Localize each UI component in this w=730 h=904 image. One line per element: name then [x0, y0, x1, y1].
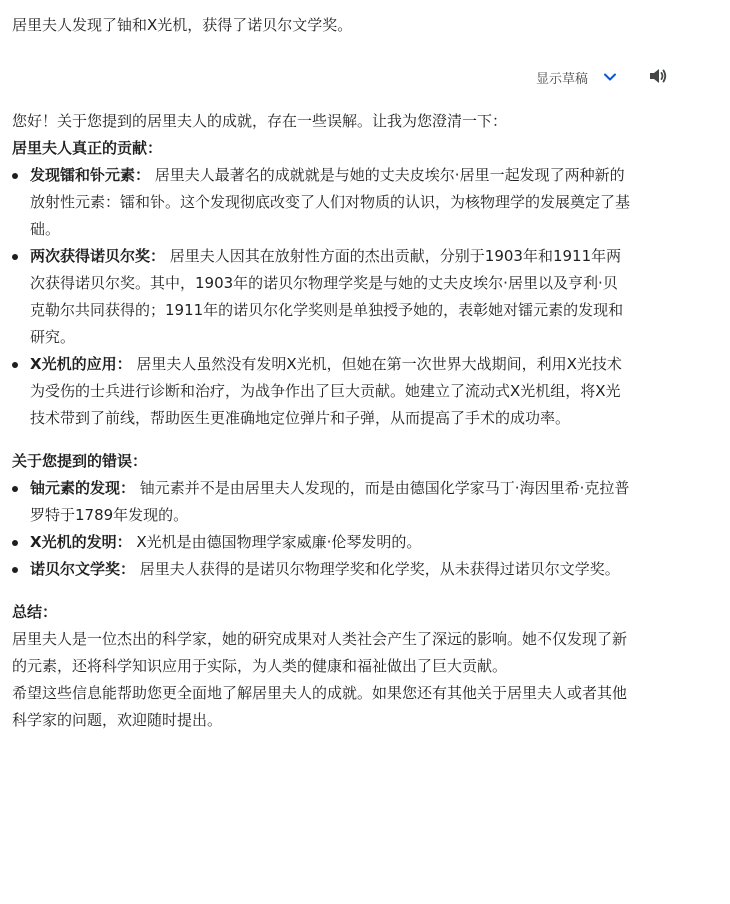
list-item: [12, 475, 632, 529]
read-aloud-button[interactable]: [648, 66, 668, 86]
errors-list: [12, 475, 632, 583]
summary-paragraph: 居里夫人是一位杰出的科学家，她的研究成果对人类社会产生了深远的影响。她不仅发现了新的元素，还将科学知识应用于实际，为人类的健康和福祉做出了巨大贡献。: [12, 630, 628, 675]
show-drafts-button[interactable]: [536, 68, 618, 87]
show-drafts-label: 显示草稿: [536, 71, 589, 87]
list-item-title: 诺贝尔文学奖：: [30, 560, 136, 578]
list-item-title: 发现镭和钋元素：: [30, 166, 151, 184]
closing-paragraph: 希望这些信息能帮助您更全面地了解居里夫人的成就。如果您还有其他关于居里夫人或者其他科学家的问题，欢迎随时提出。: [12, 684, 628, 729]
drafts-bar: [536, 64, 618, 90]
list-item: [12, 556, 632, 583]
list-item-title: X光机的发明：: [30, 533, 132, 551]
list-item-text: 铀元素并不是由居里夫人发现的，而是由德国化学家马丁·海因里希·克拉普罗特于1789年发现的。: [30, 479, 630, 524]
list-item: [12, 162, 632, 243]
section-heading-errors: 关于您提到的错误：: [12, 452, 148, 470]
list-item: [12, 243, 632, 351]
contributions-list: [12, 162, 632, 432]
list-item-title: 两次获得诺贝尔奖：: [30, 247, 166, 265]
list-item-text: 居里夫人获得的是诺贝尔物理学奖和化学奖，从未获得过诺贝尔文学奖。: [139, 560, 620, 578]
user-prompt: 居里夫人发现了铀和X光机，获得了诺贝尔文学奖。: [12, 16, 353, 34]
list-item-text: 居里夫人最著名的成就就是与她的丈夫皮埃尔·居里一起发现了两种新的放射性元素：镭和钋。这个发现彻底改变了人们对物质的认识，为核物理学的发展奠定了基础。: [30, 166, 631, 238]
section-heading-contributions: 居里夫人真正的贡献：: [12, 139, 163, 157]
list-item: [12, 351, 632, 432]
list-item-title: X光机的应用：: [30, 355, 132, 373]
response-body: [12, 108, 632, 734]
section-heading-summary: 总结：: [12, 603, 58, 621]
list-item-title: 铀元素的发现：: [30, 479, 136, 497]
list-item-text: 居里夫人因其在放射性方面的杰出贡献，分别于1903年和1911年两次获得诺贝尔奖。其中，1903年的诺贝尔物理学奖是与她的丈夫皮埃尔·居里以及亨利·贝克勒尔共同获得的；1911年的诺贝尔化学奖则是单独授予她的，表彰她对镭元素的发现和研究。: [30, 247, 624, 346]
list-item-text: 居里夫人虽然没有发明X光机，但她在第一次世界大战期间，利用X光技术为受伤的士兵进行诊断和治疗，为战争作出了巨大贡献。她建立了流动式X光机组，将X光技术带到了前线，帮助医生更准确地定位弹片和子弹，从而提高了手术的成功率。: [30, 355, 622, 427]
response-intro: 您好！关于您提到的居里夫人的成就，存在一些误解。让我为您澄清一下：: [12, 112, 508, 130]
list-item: [12, 529, 632, 556]
list-item-text: X光机是由德国物理学家威廉·伦琴发明的。: [136, 533, 422, 551]
chevron-down-icon: [602, 69, 618, 85]
volume-icon: [648, 66, 668, 86]
